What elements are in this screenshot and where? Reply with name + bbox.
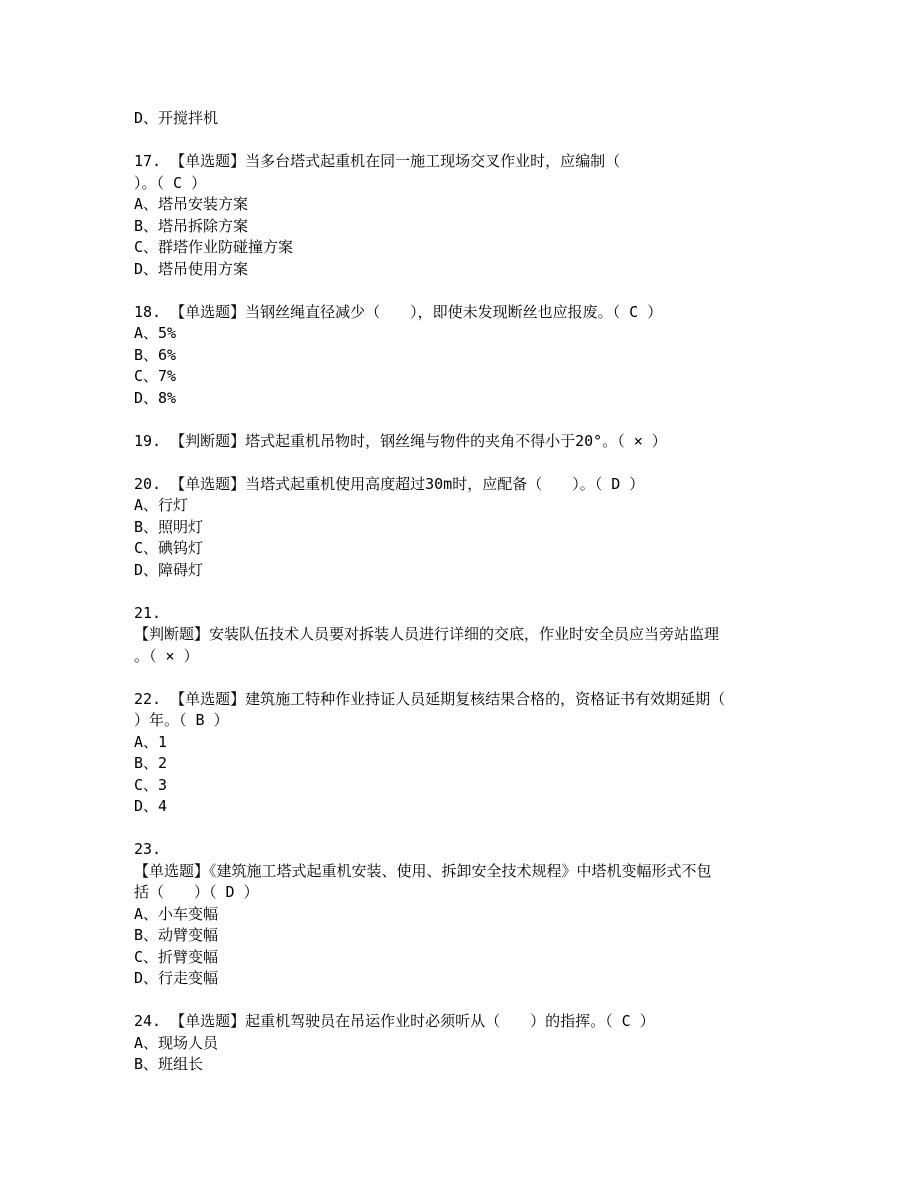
text-line: A、1 bbox=[134, 732, 168, 751]
text-line: 24. 【单选题】起重机驾驶员在吊运作业时必须听从（ ）的指挥。（ C ） bbox=[134, 1012, 655, 1030]
text-line: D、4 bbox=[134, 797, 168, 815]
text-line: D、行走变幅 bbox=[134, 969, 219, 987]
text-line: 20. 【单选题】当塔式起重机使用高度超过30m时，应配备（ ）。（ D ） bbox=[134, 474, 645, 493]
blank-line bbox=[134, 280, 794, 302]
text-line: A、现场人员 bbox=[134, 1033, 219, 1052]
text-line: D、8% bbox=[134, 388, 177, 407]
blank-line bbox=[134, 581, 794, 603]
document-page bbox=[134, 108, 794, 1076]
text-line: A、行灯 bbox=[134, 496, 189, 514]
blank-line bbox=[134, 452, 794, 474]
blank-line bbox=[134, 667, 794, 689]
text-line: B、2 bbox=[134, 754, 168, 772]
text-line: C、7% bbox=[134, 367, 177, 385]
text-line: A、5% bbox=[134, 324, 177, 342]
text-line: D、开搅拌机 bbox=[134, 109, 219, 127]
text-line: B、班组长 bbox=[134, 1055, 204, 1073]
text-line: B、6% bbox=[134, 345, 177, 364]
text-line: A、塔吊安装方案 bbox=[134, 195, 249, 213]
text-line: B、照明灯 bbox=[134, 517, 204, 536]
text-line: C、群塔作业防碰撞方案 bbox=[134, 238, 294, 256]
text-line: C、碘钨灯 bbox=[134, 539, 204, 557]
text-line: B、塔吊拆除方案 bbox=[134, 216, 249, 235]
text-line: 23. bbox=[134, 840, 162, 858]
blank-line bbox=[134, 990, 794, 1012]
text-line: ）年。（ B ） bbox=[134, 711, 229, 729]
blank-line bbox=[134, 409, 794, 431]
text-line: ）。（ C ） bbox=[134, 173, 207, 192]
text-line: 19. 【判断题】塔式起重机吊物时，钢丝绳与物件的夹角不得小于20°。（ × ） bbox=[134, 431, 667, 450]
text-line: 【单选题】《建筑施工塔式起重机安装、使用、拆卸安全技术规程》中塔机变幅形式不包 bbox=[134, 861, 712, 880]
text-line: C、3 bbox=[134, 775, 168, 794]
text-line: 21. bbox=[134, 603, 162, 622]
text-line: D、障碍灯 bbox=[134, 560, 204, 579]
text-line: A、小车变幅 bbox=[134, 904, 219, 923]
blank-line bbox=[134, 818, 794, 840]
text-line: 22. 【单选题】建筑施工特种作业持证人员延期复核结果合格的，资格证书有效期延期（ bbox=[134, 689, 726, 708]
text-line: 17. 【单选题】当多台塔式起重机在同一施工现场交叉作业时，应编制（ bbox=[134, 152, 621, 170]
text-line: 。（ × ） bbox=[134, 646, 199, 665]
text-line: 18. 【单选题】当钢丝绳直径减少（ ），即使未发现断丝也应报废。（ C ） bbox=[134, 302, 663, 321]
text-line: D、塔吊使用方案 bbox=[134, 259, 249, 278]
blank-line bbox=[134, 130, 794, 152]
text-line: C、折臂变幅 bbox=[134, 947, 219, 966]
text-line: 【判断题】安装队伍技术人员要对拆装人员进行详细的交底，作业时安全员应当旁站监理 bbox=[134, 625, 720, 643]
text-line: B、动臂变幅 bbox=[134, 926, 219, 944]
text-line: 括（ ）（ D ） bbox=[134, 883, 259, 901]
